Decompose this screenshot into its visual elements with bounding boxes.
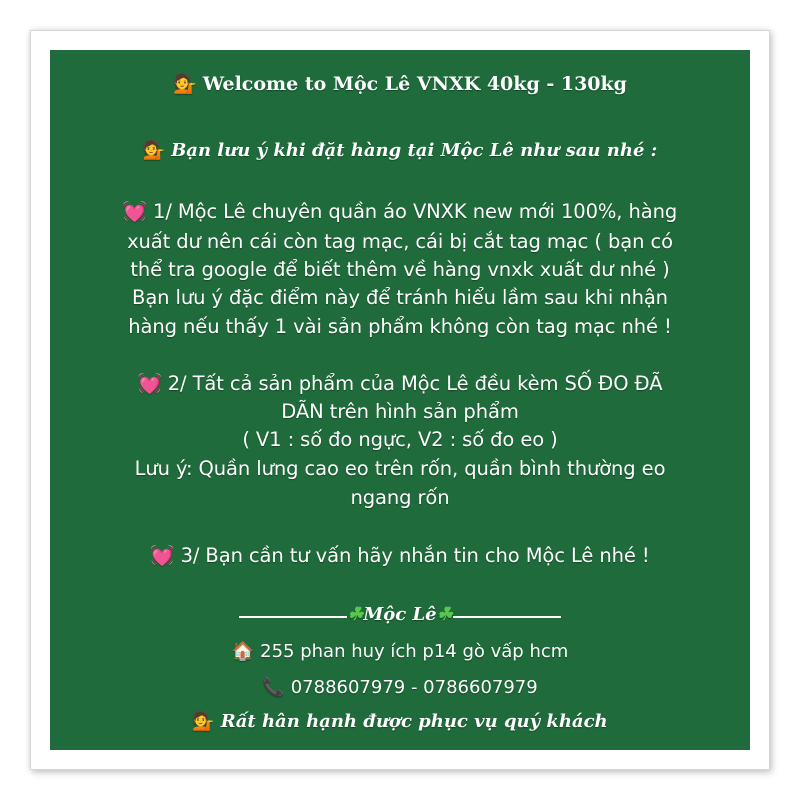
address-line: [50, 641, 750, 662]
person-tipping-hand-icon: 💁: [142, 140, 166, 161]
item-1-line-2: xuất dư nên cái còn tag mạc, cái bị cắt tag mạc ( bạn có: [127, 230, 673, 253]
item-1-line-1: 💓 1/ Mộc Lê chuyên quần áo VNXK new mới 100%, hàng: [122, 200, 678, 223]
shamrock-icon: ☘: [436, 604, 453, 625]
item-2-line-4: Lưu ý: Quần lưng cao eo trên rốn, quần bình thường eo: [134, 457, 666, 480]
growing-heart-icon: 💓: [137, 372, 162, 395]
item-2-line-2: DÃN trên hình sản phẩm: [281, 400, 519, 423]
item-2-line-5: ngang rốn: [350, 486, 450, 509]
signature-underline-left: [239, 616, 347, 618]
growing-heart-icon: 💓: [150, 544, 175, 567]
phone-line: [50, 677, 750, 698]
notice-panel: [50, 50, 750, 750]
signature-text: 𝑴ộ𝒄 𝑳ê: [363, 604, 437, 625]
item-2-line-3: ( V1 : số đo ngực, V2 : số đo eo ): [242, 428, 558, 451]
item-3-line-1: 💓 3/ Bạn cần tư vấn hãy nhắn tin cho Mộc Lê nhé !: [150, 544, 650, 567]
order-note-text: Bạn lưu ý khi đặt hàng tại Mộc Lê như sau nhé :: [171, 140, 658, 161]
signature-underline-right: [453, 616, 561, 618]
signature-line: [50, 604, 750, 625]
item-1-line-5: hàng nếu thấy 1 vài sản phẩm không còn tag mạc nhé !: [128, 315, 672, 338]
order-note-heading: [50, 140, 750, 161]
phone-text: 0788607979 - 0786607979: [290, 677, 538, 698]
welcome-text: Welcome to Mộc Lê VNXK 40kg - 130kg: [202, 73, 627, 95]
person-tipping-hand-icon: 💁: [192, 711, 215, 732]
shamrock-icon: ☘: [347, 604, 364, 625]
item-2-line-1: 💓 2/ Tất cả sản phẩm của Mộc Lê đều kèm SỐ ĐO ĐÃ: [137, 372, 663, 395]
address-text: 255 phan huy ích p14 gò vấp hcm: [260, 641, 569, 662]
growing-heart-icon: 💓: [122, 200, 148, 223]
person-tipping-hand-icon: 💁: [173, 73, 197, 95]
telephone-receiver-icon: 📞: [262, 677, 285, 698]
house-icon: 🏠: [231, 641, 255, 662]
welcome-heading: [50, 72, 750, 95]
item-1-line-4: Bạn lưu ý đặc điểm này để tránh hiểu lầm sau khi nhận: [132, 286, 668, 309]
item-1-line-3: thể tra google để biết thêm về hàng vnxk xuất dư nhé ): [130, 258, 670, 281]
thanks-text: Rất hân hạnh được phục vụ quý khách: [220, 711, 608, 732]
thanks-line: [50, 711, 750, 732]
